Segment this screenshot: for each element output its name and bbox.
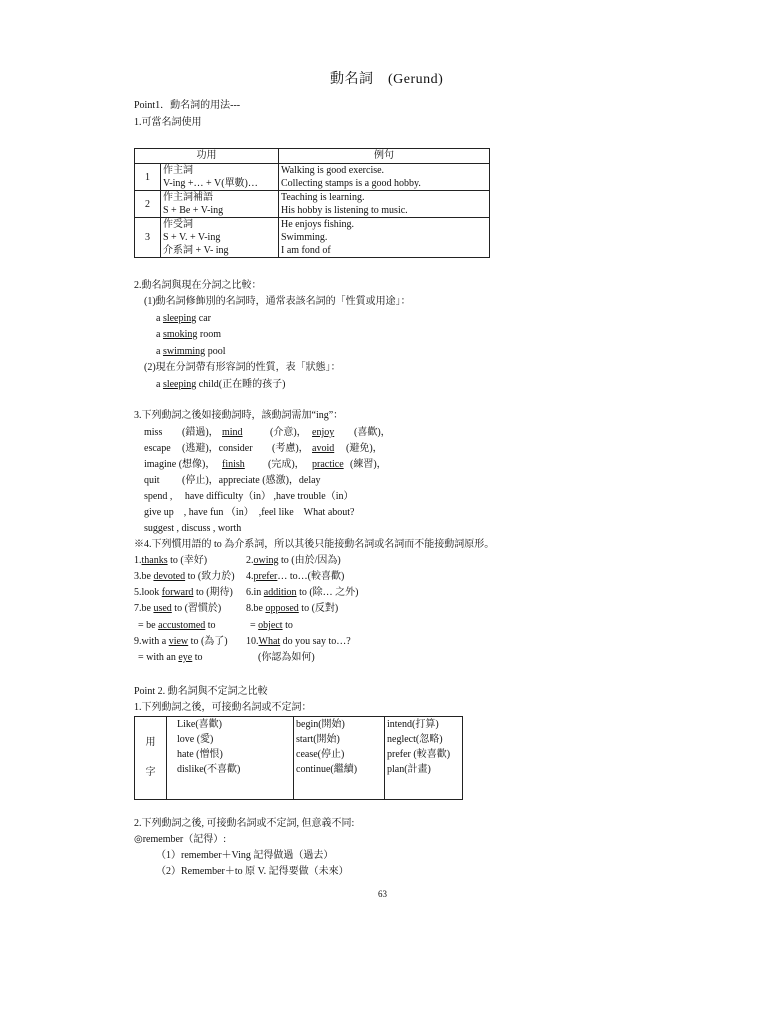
usage-line: 作受詞 — [163, 219, 193, 230]
remember-label: ◎remember（記得）: — [134, 834, 227, 845]
remember-item: （1）remember＋Ving 記得做過（過去） — [156, 850, 334, 861]
example-line: a swimming pool — [156, 346, 226, 357]
verb-plain-line: spend , have difficulty（in） ,have trouble（in） — [144, 491, 354, 502]
usage-line: V-ing +… + V(單數)… — [163, 178, 258, 189]
page-number: 63 — [378, 889, 387, 899]
section2-sub1: (1)動名詞修飾別的名詞時，通常表該名詞的「性質或用途」： — [144, 296, 411, 307]
example-cell — [279, 218, 490, 258]
idiom-row: 9.with a view to (為了) 10.What do you say to…? — [134, 636, 351, 647]
example-line: Collecting stamps is a good hobby. — [281, 178, 421, 189]
side-label: 用 字 — [135, 717, 167, 800]
table-row — [135, 218, 490, 258]
remember-item: （2）Remember＋to 原 V. 記得要做（未來） — [156, 866, 349, 877]
point2-section1-heading: 1.下列動詞之後，可接動名詞或不定詞： — [134, 702, 312, 713]
section4-heading: ※4.下列慣用語的 to 為介系詞，所以其後只能接動名詞或名詞而不能接動詞原形。 — [134, 539, 495, 550]
verb-plain-line: give up , have fun （in） ,feel like What about? — [144, 507, 355, 518]
verb-row: imagine (想像)， finish (完成)， practice (練習)， — [144, 459, 387, 470]
verb-column: intend(打算) neglect(忽略) prefer (較喜歡) plan(計畫) — [385, 717, 463, 800]
table-row — [135, 191, 490, 218]
example-line: a sleeping car — [156, 313, 211, 324]
example-cell — [279, 191, 490, 218]
verb-row: quit (停止)，appreciate (感激)，delay — [144, 475, 321, 486]
usage-table — [134, 148, 490, 258]
usage-line: 作主詞補語 — [163, 192, 213, 203]
verb-plain-line: suggest , discuss , worth — [144, 523, 242, 534]
idiom-row: = be accustomed to = object to — [138, 620, 293, 631]
verb-column: begin(開始) start(開始) cease(停止) continue(繼續) — [294, 717, 385, 800]
verb-row: escape (逃避)，consider (考慮)， avoid (避免)， — [144, 443, 383, 454]
point1-heading: Point1．動名詞的用法--- — [134, 100, 241, 111]
section2-heading: 2.動名詞與現在分詞之比較： — [134, 280, 262, 291]
row-number: 1 — [135, 164, 161, 191]
example-line: I am fond of — [281, 245, 331, 256]
example-line: Teaching is learning. — [281, 192, 365, 203]
table-row — [135, 717, 463, 800]
example-line: Walking is good exercise. — [281, 165, 385, 176]
header-examples: 例句 — [279, 149, 490, 164]
idiom-row: 5.look forward to (期待) 6.in addition to (除… 之外) — [134, 587, 359, 598]
example-line: a sleeping child(正在睡的孩子) — [156, 379, 286, 390]
verb-table — [134, 716, 463, 800]
example-line: He enjoys fishing. — [281, 219, 355, 230]
example-cell — [279, 164, 490, 191]
header-function: 功用 — [135, 149, 279, 164]
verb-column: Like(喜歡) love (愛) hate (憎恨) dislike(不喜歡) — [167, 717, 294, 800]
idiom-row: 3.be devoted to (致力於) 4.prefer… to…(較喜歡) — [134, 571, 345, 582]
example-line: a smoking room — [156, 329, 222, 340]
section2-sub2: (2)現在分詞帶有形容詞的性質，表「狀態」： — [144, 362, 341, 373]
example-line: His hobby is listening to music. — [281, 205, 408, 216]
usage-table-header — [135, 149, 490, 164]
usage-line: S + V. + V-ing — [163, 232, 221, 243]
verb-row: miss (錯過)， mind (介意)， enjoy (喜歡)， — [144, 427, 391, 438]
idiom-row: = with an eye to (你認為如何) — [138, 652, 315, 663]
example-line: Swimming. — [281, 232, 328, 243]
usage-cell — [161, 218, 279, 258]
page-title: 動名詞 (Gerund) — [330, 72, 444, 87]
usage-line: S + Be + V-ing — [163, 205, 224, 216]
row-number: 2 — [135, 191, 161, 218]
point2-section2-heading: 2.下列動詞之後, 可接動名詞或不定詞, 但意義不同: — [134, 818, 355, 829]
usage-cell — [161, 191, 279, 218]
idiom-row: 7.be used to (習慣於) 8.be opposed to (反對) — [134, 603, 339, 614]
table-row — [135, 164, 490, 191]
idiom-row: 1.thanks to (幸好) 2.owing to (由於/因為) — [134, 555, 341, 566]
section1-heading: 1.可當名詞使用 — [134, 117, 202, 128]
row-number: 3 — [135, 218, 161, 258]
usage-line: 介系詞 + V- ing — [163, 245, 229, 256]
usage-cell — [161, 164, 279, 191]
section3-heading: 3.下列動詞之後如接動詞時，該動詞需加“ing”： — [134, 410, 344, 421]
usage-line: 作主詞 — [163, 165, 193, 176]
point2-heading: Point 2. 動名詞與不定詞之比較 — [134, 686, 268, 697]
